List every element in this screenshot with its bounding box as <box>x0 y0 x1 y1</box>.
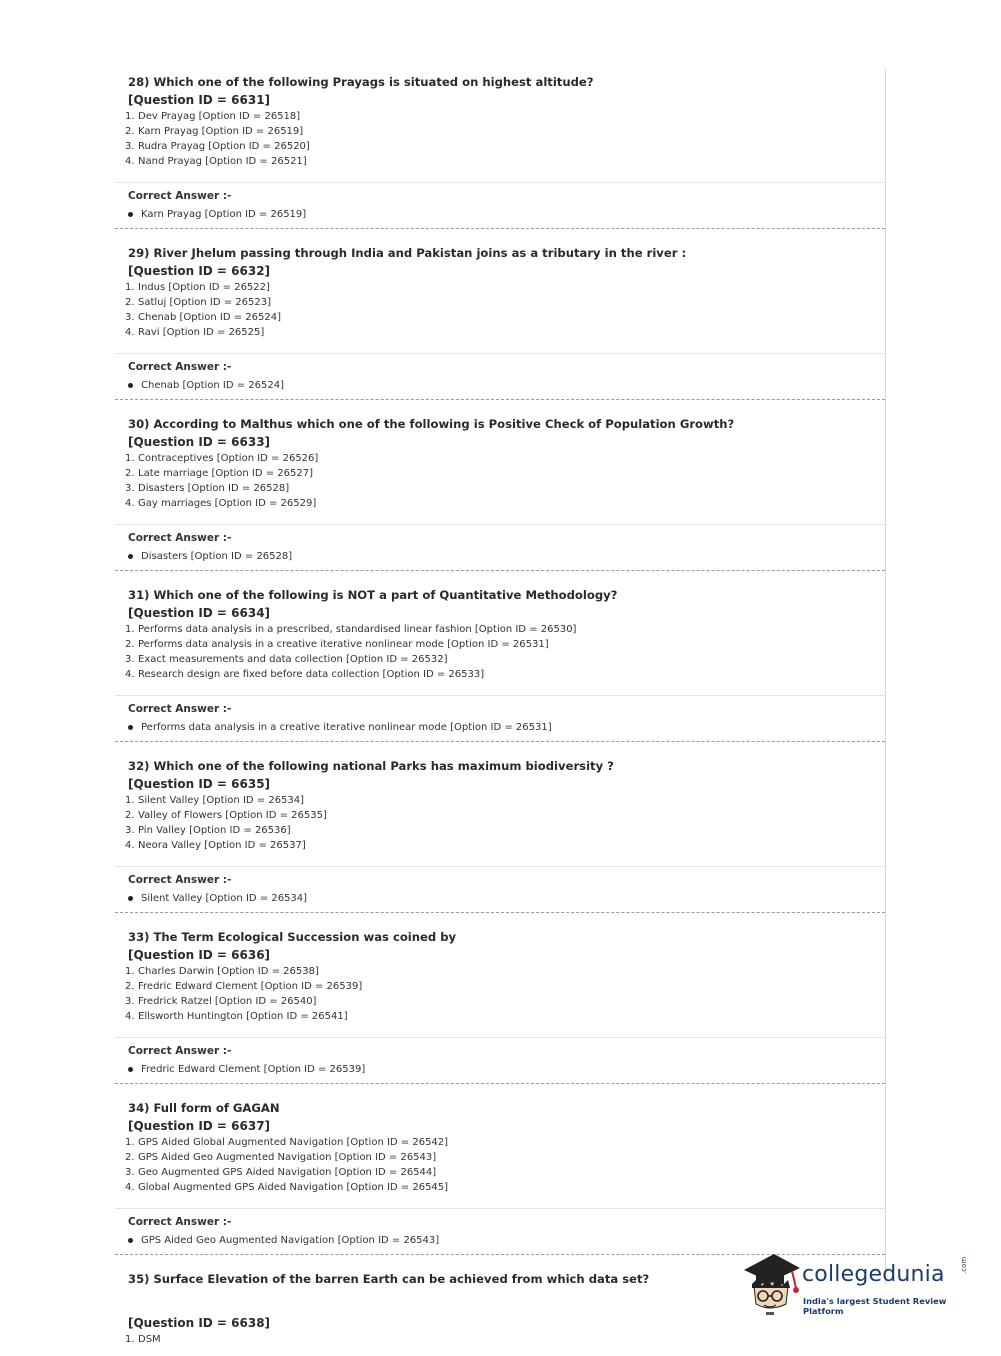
correct-answer-label: Correct Answer :- <box>128 190 232 202</box>
correct-answer: Silent Valley [Option ID = 26534] <box>128 891 885 906</box>
question-31 <box>115 583 885 742</box>
option: 4. Gay marriages [Option ID = 26529] <box>125 498 317 509</box>
options-list <box>125 964 885 1024</box>
mascot-icon <box>740 1248 802 1318</box>
correct-answer: Disasters [Option ID = 26528] <box>128 549 885 564</box>
bullet-icon <box>128 1067 133 1072</box>
option: 1. Indus [Option ID = 26522] <box>125 282 270 293</box>
question-text: 32) Which one of the following national Parks has maximum biodiversity ? <box>128 759 614 773</box>
correct-answer: Chenab [Option ID = 26524] <box>128 378 885 393</box>
correct-answer-label: Correct Answer :- <box>128 361 232 373</box>
correct-answer-section <box>115 1208 885 1248</box>
correct-answer-section <box>115 353 885 393</box>
correct-answer-section <box>115 695 885 735</box>
bullet-icon <box>128 1238 133 1243</box>
option: 1. Performs data analysis in a prescribed, standardised linear fashion [Option ID = 26530] <box>125 624 577 635</box>
options-list <box>125 451 885 511</box>
correct-answer-section <box>115 866 885 906</box>
correct-answer-section <box>115 1037 885 1077</box>
option: 4. Global Augmented GPS Aided Navigation [Option ID = 26545] <box>125 1182 449 1193</box>
option: 4. Nand Prayag [Option ID = 26521] <box>125 156 307 167</box>
option: 3. Rudra Prayag [Option ID = 26520] <box>125 141 310 152</box>
options-list <box>125 280 885 340</box>
correct-answer: Performs data analysis in a creative iterative nonlinear mode [Option ID = 26531] <box>128 720 885 735</box>
option: 2. Fredric Edward Clement [Option ID = 26539] <box>125 981 363 992</box>
options-list <box>125 622 885 682</box>
question-28 <box>115 70 885 229</box>
option: 2. Valley of Flowers [Option ID = 26535] <box>125 810 327 821</box>
brand-com: .com <box>960 1256 968 1274</box>
option: 1. DSM <box>125 1334 161 1345</box>
correct-answer: Fredric Edward Clement [Option ID = 26539] <box>128 1062 885 1077</box>
divider <box>115 570 885 571</box>
option: 4. Research design are fixed before data collection [Option ID = 26533] <box>125 669 485 680</box>
question-id: [Question ID = 6636] <box>128 948 271 962</box>
option: 3. Pin Valley [Option ID = 26536] <box>125 825 291 836</box>
divider <box>115 228 885 229</box>
divider <box>115 741 885 742</box>
question-32 <box>115 754 885 913</box>
option: 1. Silent Valley [Option ID = 26534] <box>125 795 305 806</box>
correct-answer-label: Correct Answer :- <box>128 1045 232 1057</box>
question-29 <box>115 241 885 400</box>
bullet-icon <box>128 725 133 730</box>
options-list <box>125 1135 885 1195</box>
bullet-icon <box>128 383 133 388</box>
option: 3. Exact measurements and data collection [Option ID = 26532] <box>125 654 448 665</box>
option: 4. Ellsworth Huntington [Option ID = 26541] <box>125 1011 348 1022</box>
option: 2. Karn Prayag [Option ID = 26519] <box>125 126 304 137</box>
bullet-icon <box>128 212 133 217</box>
option: 2. Late marriage [Option ID = 26527] <box>125 468 314 479</box>
correct-answer-section <box>115 524 885 564</box>
option: 1. Contraceptives [Option ID = 26526] <box>125 453 319 464</box>
question-text: 29) River Jhelum passing through India and Pakistan joins as a tributary in the river : <box>128 246 687 260</box>
question-id: [Question ID = 6632] <box>128 264 271 278</box>
option: 3. Geo Augmented GPS Aided Navigation [Option ID = 26544] <box>125 1167 437 1178</box>
question-text: 33) The Term Ecological Succession was coined by <box>128 930 457 944</box>
option: 3. Fredrick Ratzel [Option ID = 26540] <box>125 996 317 1007</box>
options-list <box>125 109 885 169</box>
option: 1. Dev Prayag [Option ID = 26518] <box>125 111 301 122</box>
correct-answer-label: Correct Answer :- <box>128 703 232 715</box>
option: 2. Satluj [Option ID = 26523] <box>125 297 272 308</box>
question-id: [Question ID = 6638] <box>128 1316 271 1330</box>
option: 3. Disasters [Option ID = 26528] <box>125 483 290 494</box>
correct-answer-section <box>115 182 885 222</box>
option: 4. Neora Valley [Option ID = 26537] <box>125 840 306 851</box>
question-30 <box>115 412 885 571</box>
option: 2. GPS Aided Geo Augmented Navigation [Option ID = 26543] <box>125 1152 437 1163</box>
question-33 <box>115 925 885 1084</box>
bullet-icon <box>128 554 133 559</box>
question-34 <box>115 1096 885 1255</box>
option: 3. Chenab [Option ID = 26524] <box>125 312 282 323</box>
correct-answer-label: Correct Answer :- <box>128 874 232 886</box>
brand-tagline: India's largest Student Review Platform <box>803 1296 947 1316</box>
option: 2. Performs data analysis in a creative iterative nonlinear mode [Option ID = 26531] <box>125 639 549 650</box>
question-text: 35) Surface Elevation of the barren Earth can be achieved from which data set? <box>128 1272 650 1286</box>
options-list <box>125 1332 885 1347</box>
question-text: 30) According to Malthus which one of the following is Positive Check of Population Growth? <box>128 417 735 431</box>
bullet-icon <box>128 896 133 901</box>
option: 1. GPS Aided Global Augmented Navigation [Option ID = 26542] <box>125 1137 449 1148</box>
correct-answer-label: Correct Answer :- <box>128 1216 232 1228</box>
correct-answer: Karn Prayag [Option ID = 26519] <box>128 207 885 222</box>
question-id: [Question ID = 6631] <box>128 93 271 107</box>
question-text: 28) Which one of the following Prayags is situated on highest altitude? <box>128 75 594 89</box>
question-id: [Question ID = 6635] <box>128 777 271 791</box>
correct-answer-label: Correct Answer :- <box>128 532 232 544</box>
question-id: [Question ID = 6634] <box>128 606 271 620</box>
question-id: [Question ID = 6633] <box>128 435 271 449</box>
question-id: [Question ID = 6637] <box>128 1119 271 1133</box>
collegedunia-logo <box>740 1248 970 1318</box>
question-text: 34) Full form of GAGAN <box>128 1101 280 1115</box>
option: 1. Charles Darwin [Option ID = 26538] <box>125 966 319 977</box>
question-text: 31) Which one of the following is NOT a part of Quantitative Methodology? <box>128 588 618 602</box>
option: 4. Ravi [Option ID = 26525] <box>125 327 265 338</box>
correct-answer: GPS Aided Geo Augmented Navigation [Option ID = 26543] <box>128 1233 885 1248</box>
options-list <box>125 793 885 853</box>
divider <box>115 399 885 400</box>
divider <box>115 1083 885 1084</box>
brand-name: collegedunia <box>802 1262 945 1287</box>
divider <box>115 912 885 913</box>
